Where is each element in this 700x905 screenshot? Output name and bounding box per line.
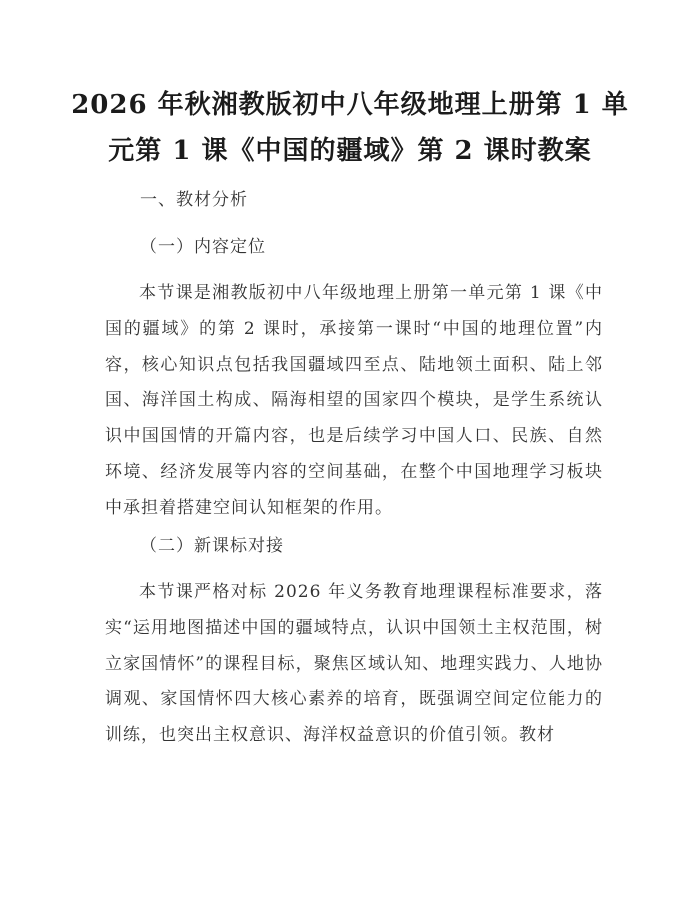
subsection-heading-curriculum-standards: （二）新课标对接	[140, 536, 284, 556]
document-title-line-2: 元第 1 课《中国的疆域》第 2 课时教案	[108, 136, 592, 166]
paragraph-content-positioning: 本节课是湘教版初中八年级地理上册第一单元第 1 课《中国的疆域》的第 2 课时，承接第一课时“中国的地理位置”内容，核心知识点包括我国疆域四至点、陆地领土面积、陆上邻国、海洋国土构成、隔海相望的国家四个模块，是学生系统认识中国国情的开篇内容，也是后续学习中国人口、民族、自然环境、经济发展等内容的空间基础，在整个中国地理学习板块中承担着搭建空间认知框架的作用。	[105, 283, 603, 518]
document-title-line-1: 2026 年秋湘教版初中八年级地理上册第 1 单	[71, 90, 629, 120]
subsection-heading-content-positioning: （一）内容定位	[140, 237, 266, 257]
section-heading-textbook-analysis: 一、教材分析	[140, 190, 248, 210]
paragraph-curriculum-standards: 本节课严格对标 2026 年义务教育地理课程标准要求，落实“运用地图描述中国的疆域特点，认识中国领土主权范围，树立家国情怀”的课程目标，聚焦区域认知、地理实践力、人地协调观、家国情怀四大核心素养的培育，既强调空间定位能力的训练，也突出主权意识、海洋权益意识的价值引领。教材	[105, 582, 603, 746]
